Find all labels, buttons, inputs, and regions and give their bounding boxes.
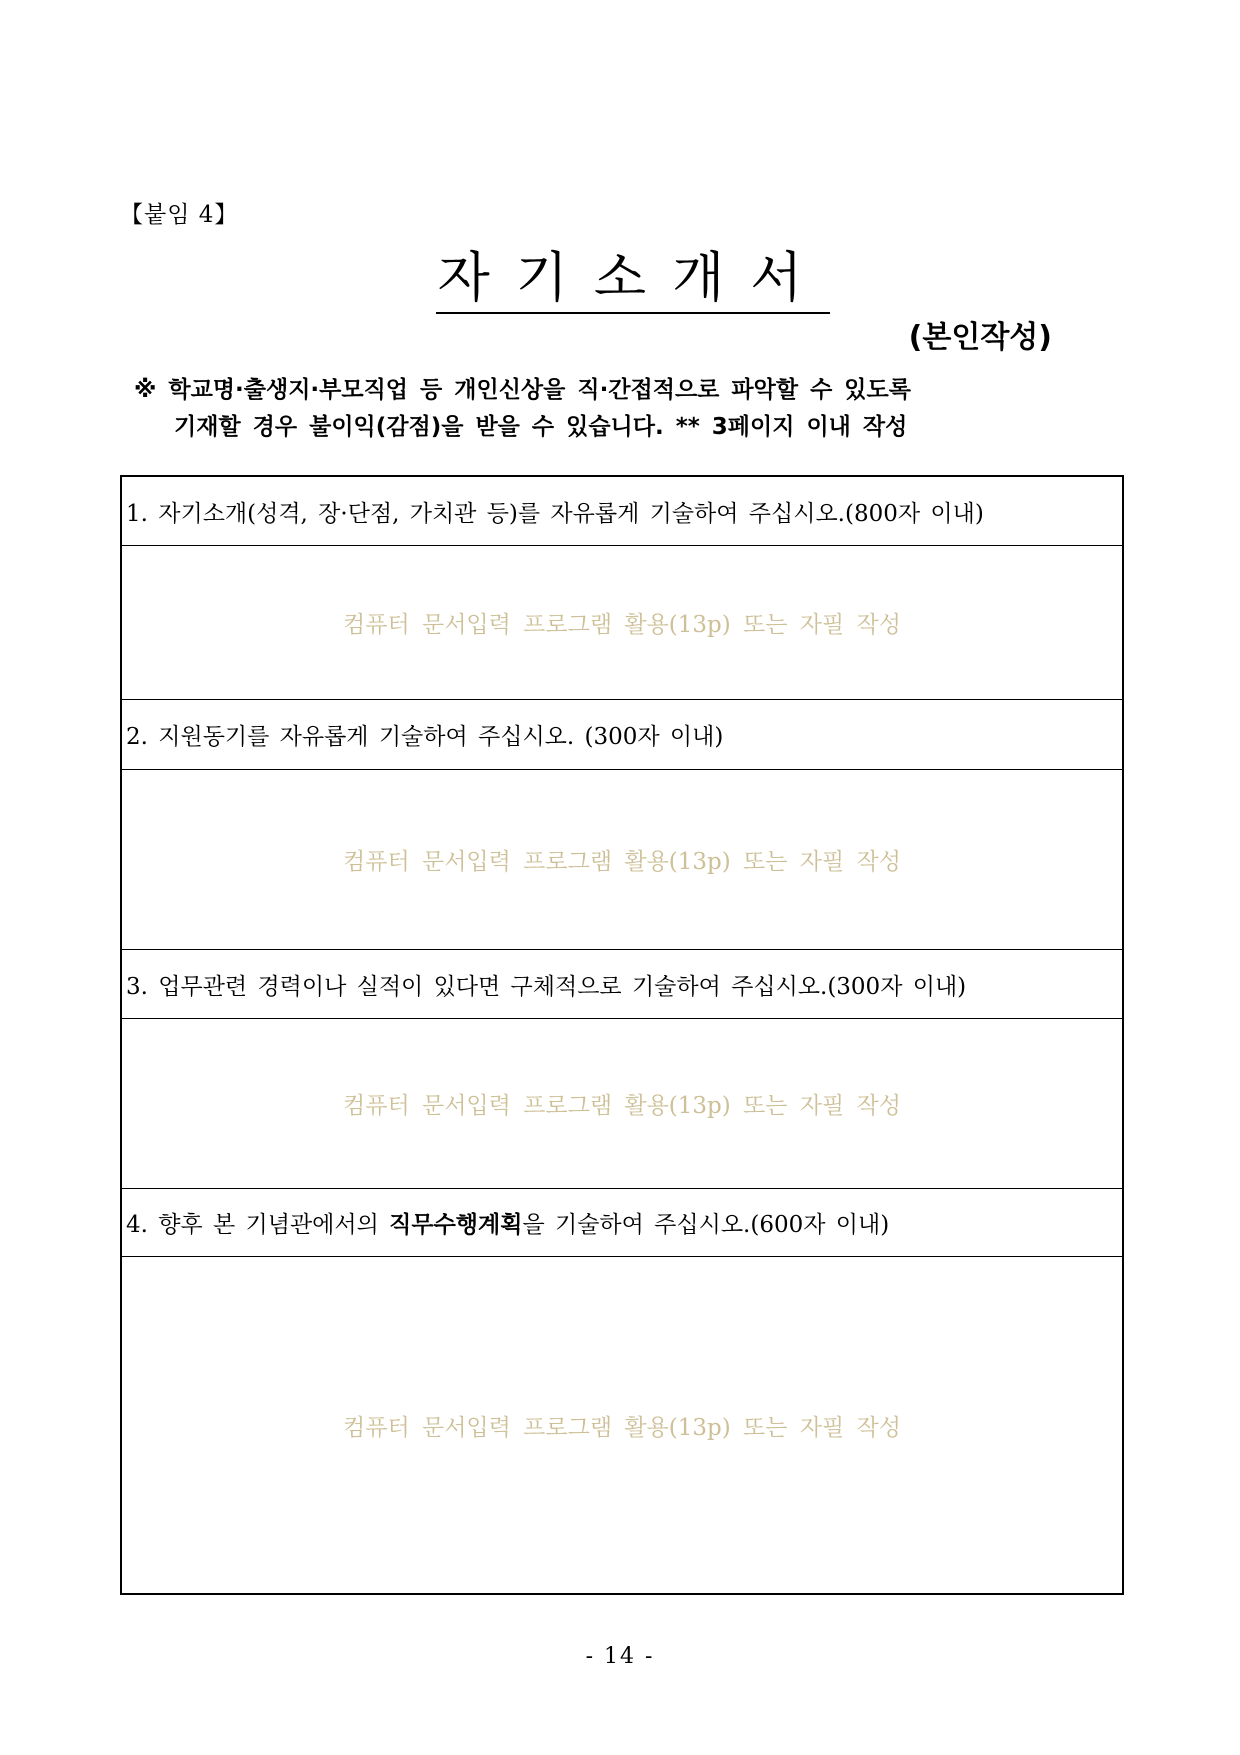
question-prompt-2: 2. 지원동기를 자유롭게 기술하여 주십시오. (300자 이내) — [126, 724, 724, 750]
question-prompt-4-before: 4. 향후 본 기념관에서의 — [126, 1212, 390, 1238]
question-prompt-3: 3. 업무관련 경력이나 실적이 있다면 구체적으로 기술하여 주십시오.(300자 이내) — [126, 973, 967, 1000]
question-prompt-4-emphasis: 직무수행계획 — [389, 1212, 523, 1238]
question-row-3 — [122, 950, 1122, 1019]
question-row-4 — [122, 1189, 1122, 1257]
self-written-label: (본인작성) — [908, 320, 1052, 355]
question-prompt-4 — [126, 1206, 889, 1239]
answer-placeholder-3: 컴퓨터 문서입력 프로그램 활용(13p) 또는 자필 작성 — [343, 1093, 901, 1119]
notice-line-1: ※ 학교명·출생지·부모직업 등 개인신상을 직·간접적으로 파악할 수 있도록 — [134, 377, 911, 403]
essay-form-table — [120, 475, 1124, 1595]
answer-placeholder-2: 컴퓨터 문서입력 프로그램 활용(13p) 또는 자필 작성 — [343, 849, 901, 875]
question-prompt-4-after: 을 기술하여 주십시오.(600자 이내) — [522, 1212, 890, 1238]
notice-block — [134, 372, 911, 446]
page-title-wrapper — [0, 246, 1240, 314]
attachment-label: 【붙임 4】 — [120, 202, 239, 228]
answer-area-2[interactable] — [122, 770, 1122, 950]
question-prompt-1: 1. 자기소개(성격, 장·단점, 가치관 등)를 자유롭게 기술하여 주십시오.(800자 이내) — [126, 500, 984, 527]
page-title: 자기소개서 — [436, 246, 831, 314]
question-row-2 — [122, 700, 1122, 770]
question-row-1 — [122, 477, 1122, 546]
answer-area-4[interactable] — [122, 1257, 1122, 1593]
page-number: - 14 - — [585, 1644, 655, 1669]
answer-placeholder-4: 컴퓨터 문서입력 프로그램 활용(13p) 또는 자필 작성 — [343, 1414, 901, 1441]
answer-area-1[interactable] — [122, 546, 1122, 700]
answer-area-3[interactable] — [122, 1019, 1122, 1189]
notice-line-2: 기재할 경우 불이익(감점)을 받을 수 있습니다. ** 3페이지 이내 작성 — [174, 414, 908, 440]
answer-placeholder-1: 컴퓨터 문서입력 프로그램 활용(13p) 또는 자필 작성 — [343, 612, 901, 638]
